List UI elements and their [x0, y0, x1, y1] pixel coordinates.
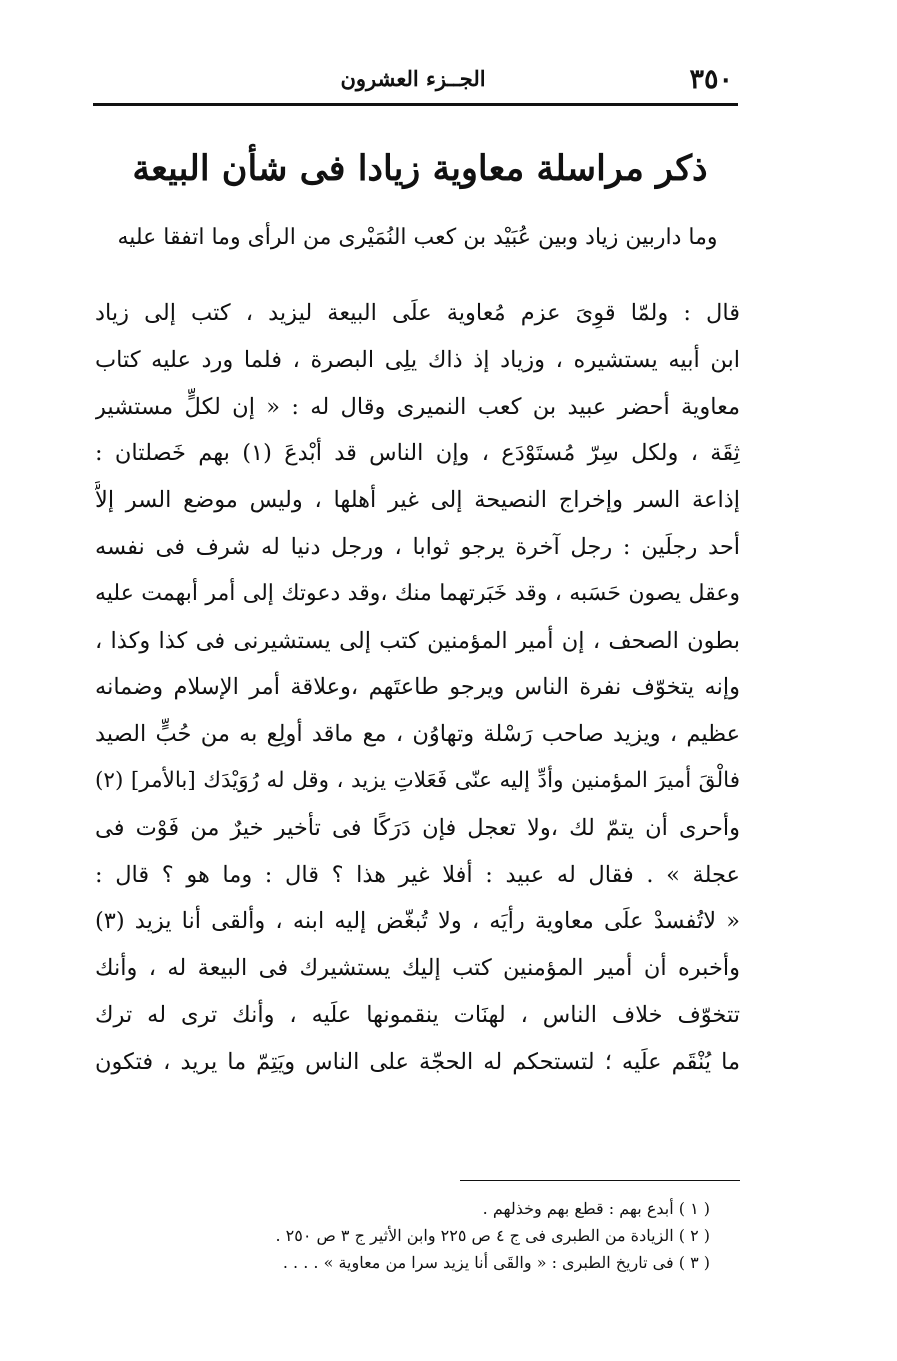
- body-line: تتخوّف خلاف الناس ، لهنَات ينقمونها علَيه ، وأنك ترى له ترك: [95, 1001, 740, 1028]
- body-line: ثِقَة ، ولكل سِرّ مُستَوْدَع ، وإن الناس قد أبْدعَ (١) بهم خَصلتان :: [95, 440, 740, 467]
- footnote-3: ( ٣ ) فى تاريخ الطبرى : « والقَى أنا يزيد سرا من معاوية » . . . .: [282, 1253, 710, 1272]
- body-line: إذاعة السر وإخراج النصيحة إلى غير أهلها ، وليس موضع السر إلاَّ: [95, 487, 740, 514]
- page-number: ٣٥٠: [689, 64, 733, 95]
- header-rule: [93, 103, 738, 106]
- running-title: الجــزء العشرون: [340, 66, 486, 91]
- chapter-subtitle: وما داربين زياد وبين عُبَيْد بن كعب النُمَيْرى من الرأى وما اتفقا عليه: [117, 225, 718, 250]
- body-line: « لاتُفسدْ علَى معاوية رأيَه ، ولا تُبغّض إليه ابنه ، وألقى أنا يزيد (٣): [95, 908, 740, 935]
- footnote-rule: [460, 1180, 740, 1181]
- body-line: عجلة » . فقال له عبيد : أفلا غير هذا ؟ قال : وما هو ؟ قال :: [95, 861, 740, 888]
- body-line: وأخبره أن أمير المؤمنين كتب إليك يستشيرك فى البيعة له ، وأنك: [95, 955, 740, 982]
- body-line: فالْقَ أميرَ المؤمنين وأدِّ إليه عنّى فَعَلاتِ يزيد ، وقل له رُوَيْدَك [بالأمر] (٢): [95, 767, 740, 793]
- body-line: ابن أبيه يستشيره ، وزياد إذ ذاك يلِى البصرة ، فلما ورد عليه كتاب: [95, 346, 740, 373]
- chapter-title: ذكر مراسلة معاوية زيادا فى شأن البيعة: [132, 148, 708, 189]
- body-line: قال : ولمّا قوِىَ عزم مُعاوية علَى البيعة ليزيد ، كتب إلى زياد: [95, 300, 740, 326]
- footnote-1: ( ١ ) أبدع بهم : قطع بهم وخذلهم .: [482, 1199, 710, 1218]
- body-line: وعقل يصون حَسَبه ، وقد خَبَرتهما منك ،وقد دعوتك إلى أمر أبهمت عليه: [95, 580, 740, 606]
- body-line: ما يُنْقَم علَيه ؛ لتستحكم له الحجّة على الناس ويَتِمّ ما يريد ، فتكون: [95, 1048, 740, 1075]
- body-line: بطون الصحف ، إن أمير المؤمنين كتب إلى يستشيرنى فى كذا وكذا ،: [95, 627, 740, 654]
- footnotes: [150, 1195, 710, 1276]
- body-line: عظيم ، ويزيد صاحب رَسْلة وتهاوُن ، مع ماقد أولِع به من حُبٍّ الصيد: [95, 721, 740, 748]
- body-line: أحد رجلَين : رجل آخرة يرجو ثوابا ، ورجل دنيا له شرف فى نفسه: [95, 533, 740, 560]
- page-header: [93, 60, 733, 100]
- footnote-2: ( ٢ ) الزيادة من الطبرى فى ج ٤ ص ٢٢٥ وابن الأثير ج ٣ ص ٢٥٠ .: [275, 1226, 710, 1245]
- body-line: معاوية أحضر عبيد بن كعب النميرى وقال له : « إن لكلٍّ مستشير: [95, 393, 740, 420]
- body-text: [95, 290, 740, 1086]
- body-line: وأحرى أن يتمّ لك ،ولا تعجل فإن دَرَكًا فى تأخير خيرٌ من فَوْت فى: [95, 814, 740, 841]
- body-line: وإنه يتخوّف نفرة الناس ويرجو طاعتَهم ،وعلاقة أمر الإسلام وضمانه: [95, 674, 740, 701]
